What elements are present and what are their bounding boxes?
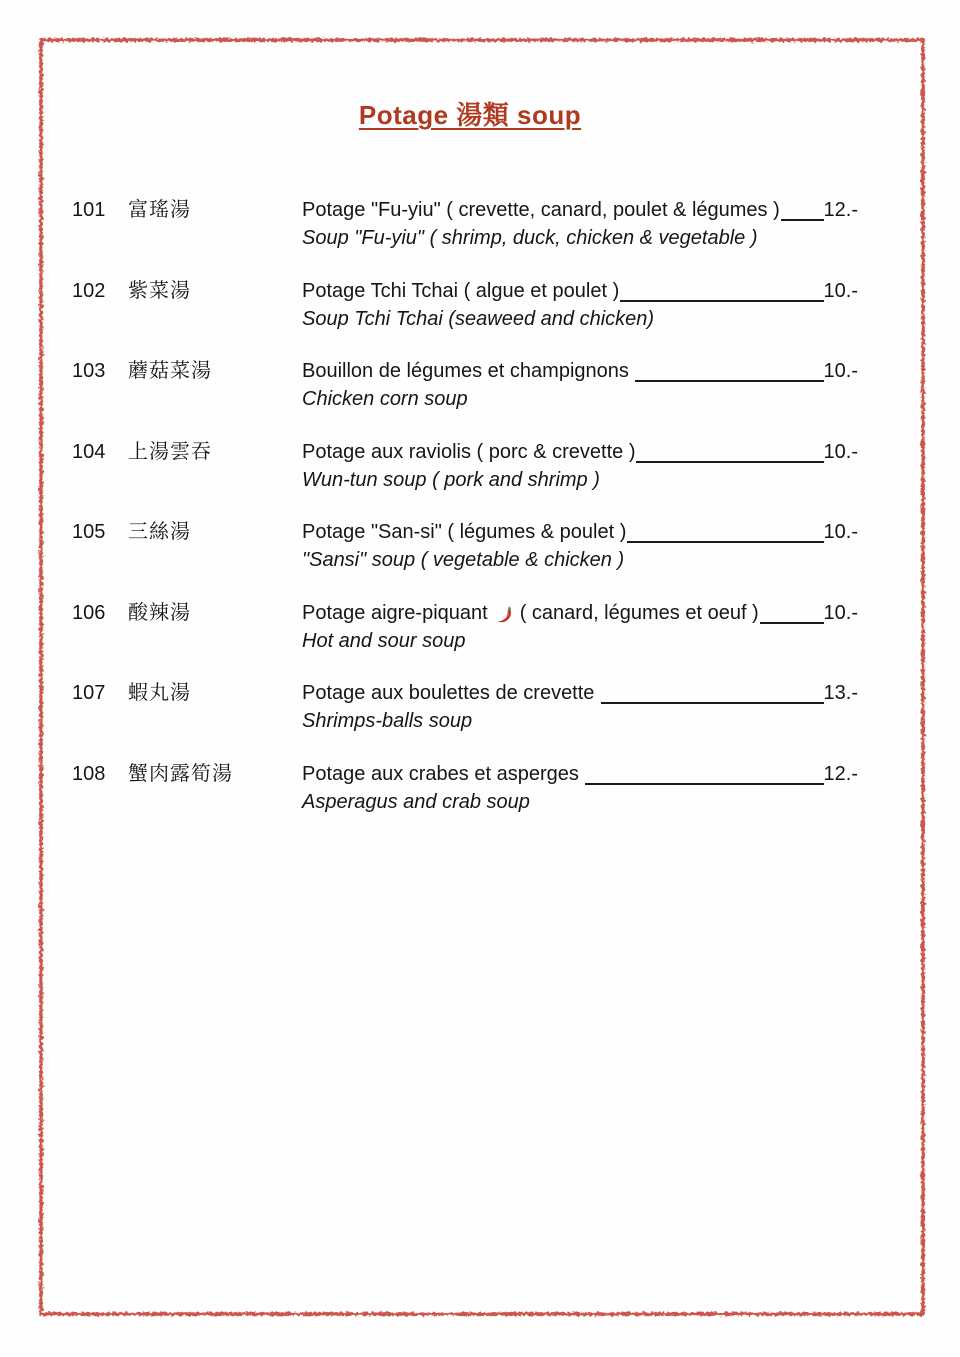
item-number: 107	[72, 682, 106, 704]
menu-item	[72, 438, 858, 494]
menu-list	[72, 196, 858, 840]
item-details	[302, 357, 858, 413]
item-french-line	[302, 760, 858, 788]
item-details	[302, 438, 858, 494]
item-description-english: Soup "Fu-yiu" ( shrimp, duck, chicken & vegetable )	[302, 227, 758, 249]
item-chinese-name: 富瑤湯	[128, 199, 191, 221]
item-price: 10.-	[823, 440, 858, 463]
item-number: 108	[72, 762, 106, 785]
item-description-english: "Sansi" soup ( vegetable & chicken )	[302, 549, 625, 571]
menu-item	[72, 196, 858, 252]
item-description-english: Hot and sour soup	[302, 629, 466, 652]
menu-item	[72, 518, 858, 574]
item-price: 10.-	[823, 521, 858, 543]
item-details	[302, 760, 858, 816]
item-description-french: Bouillon de légumes et champignons	[302, 360, 635, 382]
item-details	[302, 679, 858, 735]
menu-item	[72, 599, 858, 655]
item-description-french: Potage aux raviolis ( porc & crevette )	[302, 440, 636, 463]
item-french-line	[302, 679, 858, 707]
dotted-leader	[635, 379, 823, 382]
menu-item	[72, 679, 858, 735]
item-chinese-name: 蟹肉露筍湯	[128, 762, 233, 785]
dotted-leader	[760, 621, 824, 624]
item-description-french: Potage "San-si" ( légumes & poulet )	[302, 521, 627, 543]
item-french-line	[302, 438, 858, 466]
item-french-line	[302, 277, 858, 305]
item-french-line	[302, 357, 858, 385]
item-chinese-name: 三絲湯	[128, 521, 191, 543]
item-details	[302, 196, 858, 252]
item-details	[302, 518, 858, 574]
item-price: 13.-	[823, 682, 858, 704]
item-description-french-cont: ( canard, légumes et oeuf )	[519, 601, 759, 624]
item-description-french: Potage Tchi Tchai ( algue et poulet )	[302, 279, 620, 302]
item-description-english: Soup Tchi Tchai (seaweed and chicken)	[302, 307, 655, 330]
item-description-english: Chicken corn soup	[302, 388, 468, 410]
item-description-french: Potage aux crabes et asperges	[302, 762, 585, 785]
item-details	[302, 277, 858, 333]
dotted-leader	[627, 540, 823, 543]
item-number: 105	[72, 521, 106, 543]
item-chinese-name: 酸辣湯	[128, 601, 191, 624]
item-description-french: Potage "Fu-yiu" ( crevette, canard, poulet & légumes )	[302, 199, 780, 221]
item-chinese-name: 紫菜湯	[128, 279, 191, 302]
item-price: 12.-	[823, 762, 858, 785]
dotted-leader	[636, 460, 823, 463]
item-description-english: Asperagus and crab soup	[302, 790, 530, 813]
menu-item	[72, 277, 858, 333]
item-number: 101	[72, 199, 106, 221]
item-number: 106	[72, 601, 106, 624]
item-number: 102	[72, 279, 106, 302]
item-number: 104	[72, 440, 106, 463]
item-french-line	[302, 518, 858, 546]
item-french-line	[302, 196, 858, 224]
item-description-english: Shrimps-balls soup	[302, 710, 473, 732]
item-french-line	[302, 599, 858, 627]
dotted-leader	[585, 782, 823, 785]
item-number: 103	[72, 360, 106, 382]
item-chinese-name: 上湯雲吞	[128, 440, 212, 463]
item-description-french: Potage aigre-piquant	[302, 601, 488, 624]
item-price: 10.-	[823, 279, 858, 302]
item-price: 12.-	[823, 199, 858, 221]
item-chinese-name: 蝦丸湯	[128, 682, 191, 704]
dotted-leader	[620, 299, 823, 302]
page-title: Potage 湯類 soup	[358, 100, 582, 130]
dotted-leader	[601, 701, 824, 704]
dotted-leader	[781, 218, 824, 221]
chili-pepper-icon	[495, 605, 516, 626]
item-description-french: Potage aux boulettes de crevette	[302, 682, 600, 704]
item-price: 10.-	[823, 601, 858, 624]
item-details	[302, 599, 858, 655]
menu-item	[72, 760, 858, 816]
item-chinese-name: 蘑菇菜湯	[128, 360, 212, 382]
menu-item	[72, 357, 858, 413]
item-description-english: Wun-tun soup ( pork and shrimp )	[302, 468, 600, 491]
item-price: 10.-	[823, 360, 858, 382]
